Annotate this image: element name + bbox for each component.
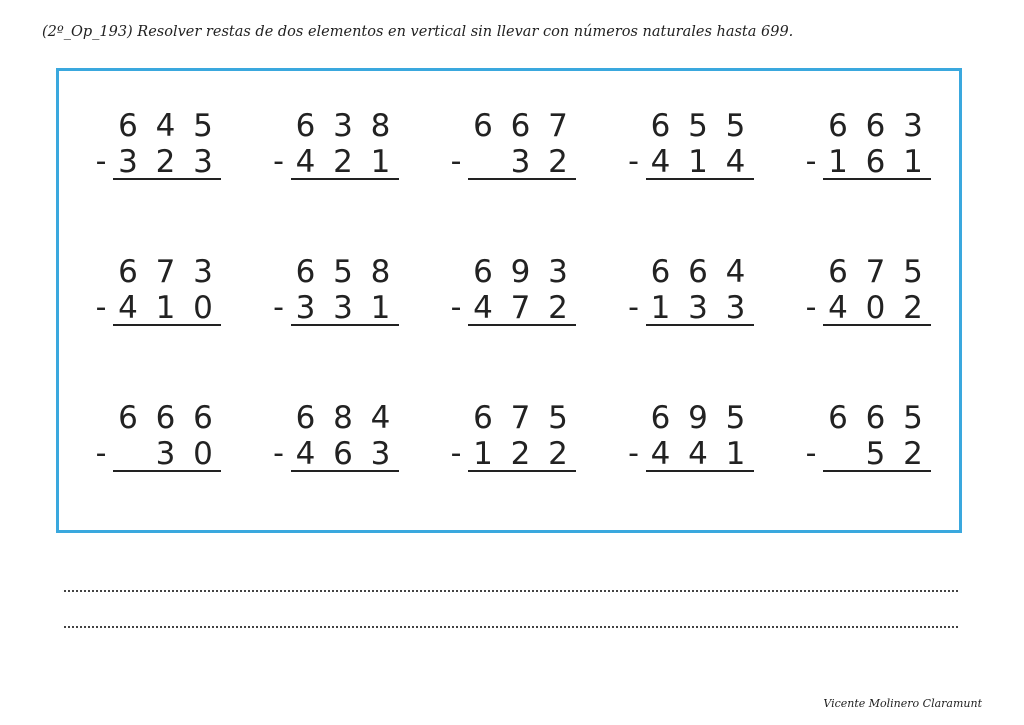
subtraction-problem (263, 396, 393, 486)
subtraction-problem (85, 250, 215, 340)
subtraction-problem (440, 396, 570, 486)
subtrahend (113, 434, 218, 474)
digit: 4 (688, 436, 708, 472)
subtraction-problem (618, 396, 748, 486)
digit: 7 (510, 290, 531, 326)
subtrahend (468, 142, 573, 182)
digit: 1 (473, 436, 493, 472)
subtrahend (291, 434, 396, 474)
digit: 6 (333, 436, 353, 472)
result-line (113, 178, 221, 180)
digit: 5 (903, 400, 923, 436)
digit: 3 (510, 144, 531, 180)
digit: 3 (333, 290, 353, 326)
digit: 2 (903, 436, 923, 472)
result-line (113, 324, 221, 326)
digit: 6 (865, 400, 886, 436)
digit: 6 (118, 254, 138, 290)
answer-line-2[interactable] (64, 626, 958, 628)
subtraction-problem (618, 250, 748, 340)
subtraction-problem (795, 250, 925, 340)
digit: 5 (865, 436, 886, 472)
result-line (113, 470, 221, 472)
digit: 5 (548, 400, 568, 436)
result-line (823, 178, 931, 180)
digit: 6 (828, 400, 848, 436)
digit: 3 (548, 254, 568, 290)
digit: 6 (193, 400, 213, 436)
answer-line-1[interactable] (64, 590, 958, 592)
digit: 8 (370, 108, 391, 144)
digit: 4 (295, 144, 316, 180)
digit: 1 (370, 290, 391, 326)
subtrahend (291, 142, 396, 182)
subtraction-problem (795, 104, 925, 194)
digit: 3 (370, 436, 391, 472)
digit: 2 (333, 144, 353, 180)
digit: 6 (473, 108, 493, 144)
digit: 1 (828, 144, 848, 180)
minuend (291, 398, 396, 438)
minuend (823, 252, 928, 292)
subtrahend (113, 288, 218, 328)
digit: 4 (650, 436, 671, 472)
subtraction-problem (440, 104, 570, 194)
minus-sign: - (273, 290, 284, 325)
minuend (113, 398, 218, 438)
digit: 1 (650, 290, 671, 326)
subtraction-problem (263, 104, 393, 194)
digit: 3 (118, 144, 138, 180)
digit: 2 (548, 436, 568, 472)
digit: 6 (473, 400, 493, 436)
subtraction-problem (85, 396, 215, 486)
subtrahend (823, 288, 928, 328)
minus-sign: - (628, 290, 639, 325)
digit: 6 (865, 144, 886, 180)
digit: 6 (295, 108, 316, 144)
digit: 0 (193, 436, 213, 472)
digit: 6 (688, 254, 708, 290)
result-line (823, 470, 931, 472)
subtraction-problem (795, 396, 925, 486)
digit: 3 (333, 108, 353, 144)
digit: 5 (725, 108, 746, 144)
digit: 4 (828, 290, 848, 326)
digit (468, 142, 498, 182)
subtrahend (646, 434, 751, 474)
digit: 2 (548, 290, 568, 326)
result-line (291, 324, 399, 326)
subtraction-problem (618, 104, 748, 194)
digit: 3 (725, 290, 746, 326)
digit: 3 (193, 254, 213, 290)
digit: 4 (725, 254, 746, 290)
digit: 9 (510, 254, 531, 290)
minus-sign: - (628, 436, 639, 471)
digit: 4 (155, 108, 176, 144)
minuend (468, 106, 573, 146)
digit: 6 (828, 254, 848, 290)
digit: 6 (865, 108, 886, 144)
digit: 3 (688, 290, 708, 326)
subtrahend (823, 142, 928, 182)
minuend (113, 106, 218, 146)
subtraction-problem (263, 250, 393, 340)
minus-sign: - (273, 436, 284, 471)
digit: 7 (548, 108, 568, 144)
minuend (113, 252, 218, 292)
digit: 5 (688, 108, 708, 144)
digit: 1 (725, 436, 746, 472)
subtraction-problem (85, 104, 215, 194)
result-line (646, 178, 754, 180)
minus-sign: - (450, 144, 462, 179)
digit: 6 (650, 254, 671, 290)
result-line (468, 470, 576, 472)
digit: 4 (370, 400, 391, 436)
digit: 4 (118, 290, 138, 326)
digit: 5 (903, 254, 923, 290)
digit: 6 (118, 108, 138, 144)
minus-sign: - (805, 144, 817, 179)
digit: 3 (903, 108, 923, 144)
subtrahend (113, 142, 218, 182)
digit: 6 (473, 254, 493, 290)
minus-sign: - (95, 436, 107, 471)
digit: 4 (295, 436, 316, 472)
result-line (646, 470, 754, 472)
subtrahend (646, 142, 751, 182)
result-line (468, 178, 576, 180)
minuend (291, 106, 396, 146)
subtrahend (823, 434, 928, 474)
digit: 4 (725, 144, 746, 180)
digit: 7 (155, 254, 176, 290)
digit: 6 (650, 400, 671, 436)
result-line (291, 178, 399, 180)
digit: 2 (903, 290, 923, 326)
digit: 1 (688, 144, 708, 180)
digit: 7 (865, 254, 886, 290)
minuend (646, 106, 751, 146)
minus-sign: - (273, 144, 284, 179)
digit: 8 (370, 254, 391, 290)
minus-sign: - (805, 436, 817, 471)
minus-sign: - (805, 290, 817, 325)
digit: 2 (510, 436, 531, 472)
digit: 5 (193, 108, 213, 144)
digit: 1 (155, 290, 176, 326)
subtraction-problem (440, 250, 570, 340)
digit (113, 434, 143, 474)
digit: 3 (295, 290, 316, 326)
minuend (468, 398, 573, 438)
minuend (646, 398, 751, 438)
subtraction-grid (85, 104, 945, 542)
minus-sign: - (450, 436, 462, 471)
digit: 8 (333, 400, 353, 436)
digit: 6 (510, 108, 531, 144)
result-line (823, 324, 931, 326)
digit: 5 (725, 400, 746, 436)
digit: 1 (903, 144, 923, 180)
result-line (468, 324, 576, 326)
digit: 9 (688, 400, 708, 436)
digit: 0 (193, 290, 213, 326)
digit: 6 (828, 108, 848, 144)
subtrahend (291, 288, 396, 328)
minus-sign: - (95, 290, 107, 325)
minuend (468, 252, 573, 292)
digit: 6 (155, 400, 176, 436)
digit: 7 (510, 400, 531, 436)
digit: 4 (650, 144, 671, 180)
minus-sign: - (95, 144, 107, 179)
digit: 3 (193, 144, 213, 180)
subtrahend (468, 288, 573, 328)
digit: 2 (155, 144, 176, 180)
digit: 4 (473, 290, 493, 326)
minuend (291, 252, 396, 292)
digit: 2 (548, 144, 568, 180)
digit: 5 (333, 254, 353, 290)
minuend (823, 398, 928, 438)
author-signature: Vicente Molinero Claramunt (823, 697, 982, 710)
subtrahend (468, 434, 573, 474)
worksheet-title: (2º_Op_193) Resolver restas de dos elementos en vertical sin llevar con números naturales hasta 699. (42, 24, 794, 40)
digit: 6 (295, 254, 316, 290)
result-line (291, 470, 399, 472)
digit: 1 (370, 144, 391, 180)
digit: 0 (865, 290, 886, 326)
result-line (646, 324, 754, 326)
digit: 6 (650, 108, 671, 144)
digit: 3 (155, 436, 176, 472)
minus-sign: - (628, 144, 639, 179)
digit: 6 (118, 400, 138, 436)
subtrahend (646, 288, 751, 328)
minus-sign: - (450, 290, 462, 325)
minuend (823, 106, 928, 146)
minuend (646, 252, 751, 292)
digit: 6 (295, 400, 316, 436)
digit (823, 434, 853, 474)
